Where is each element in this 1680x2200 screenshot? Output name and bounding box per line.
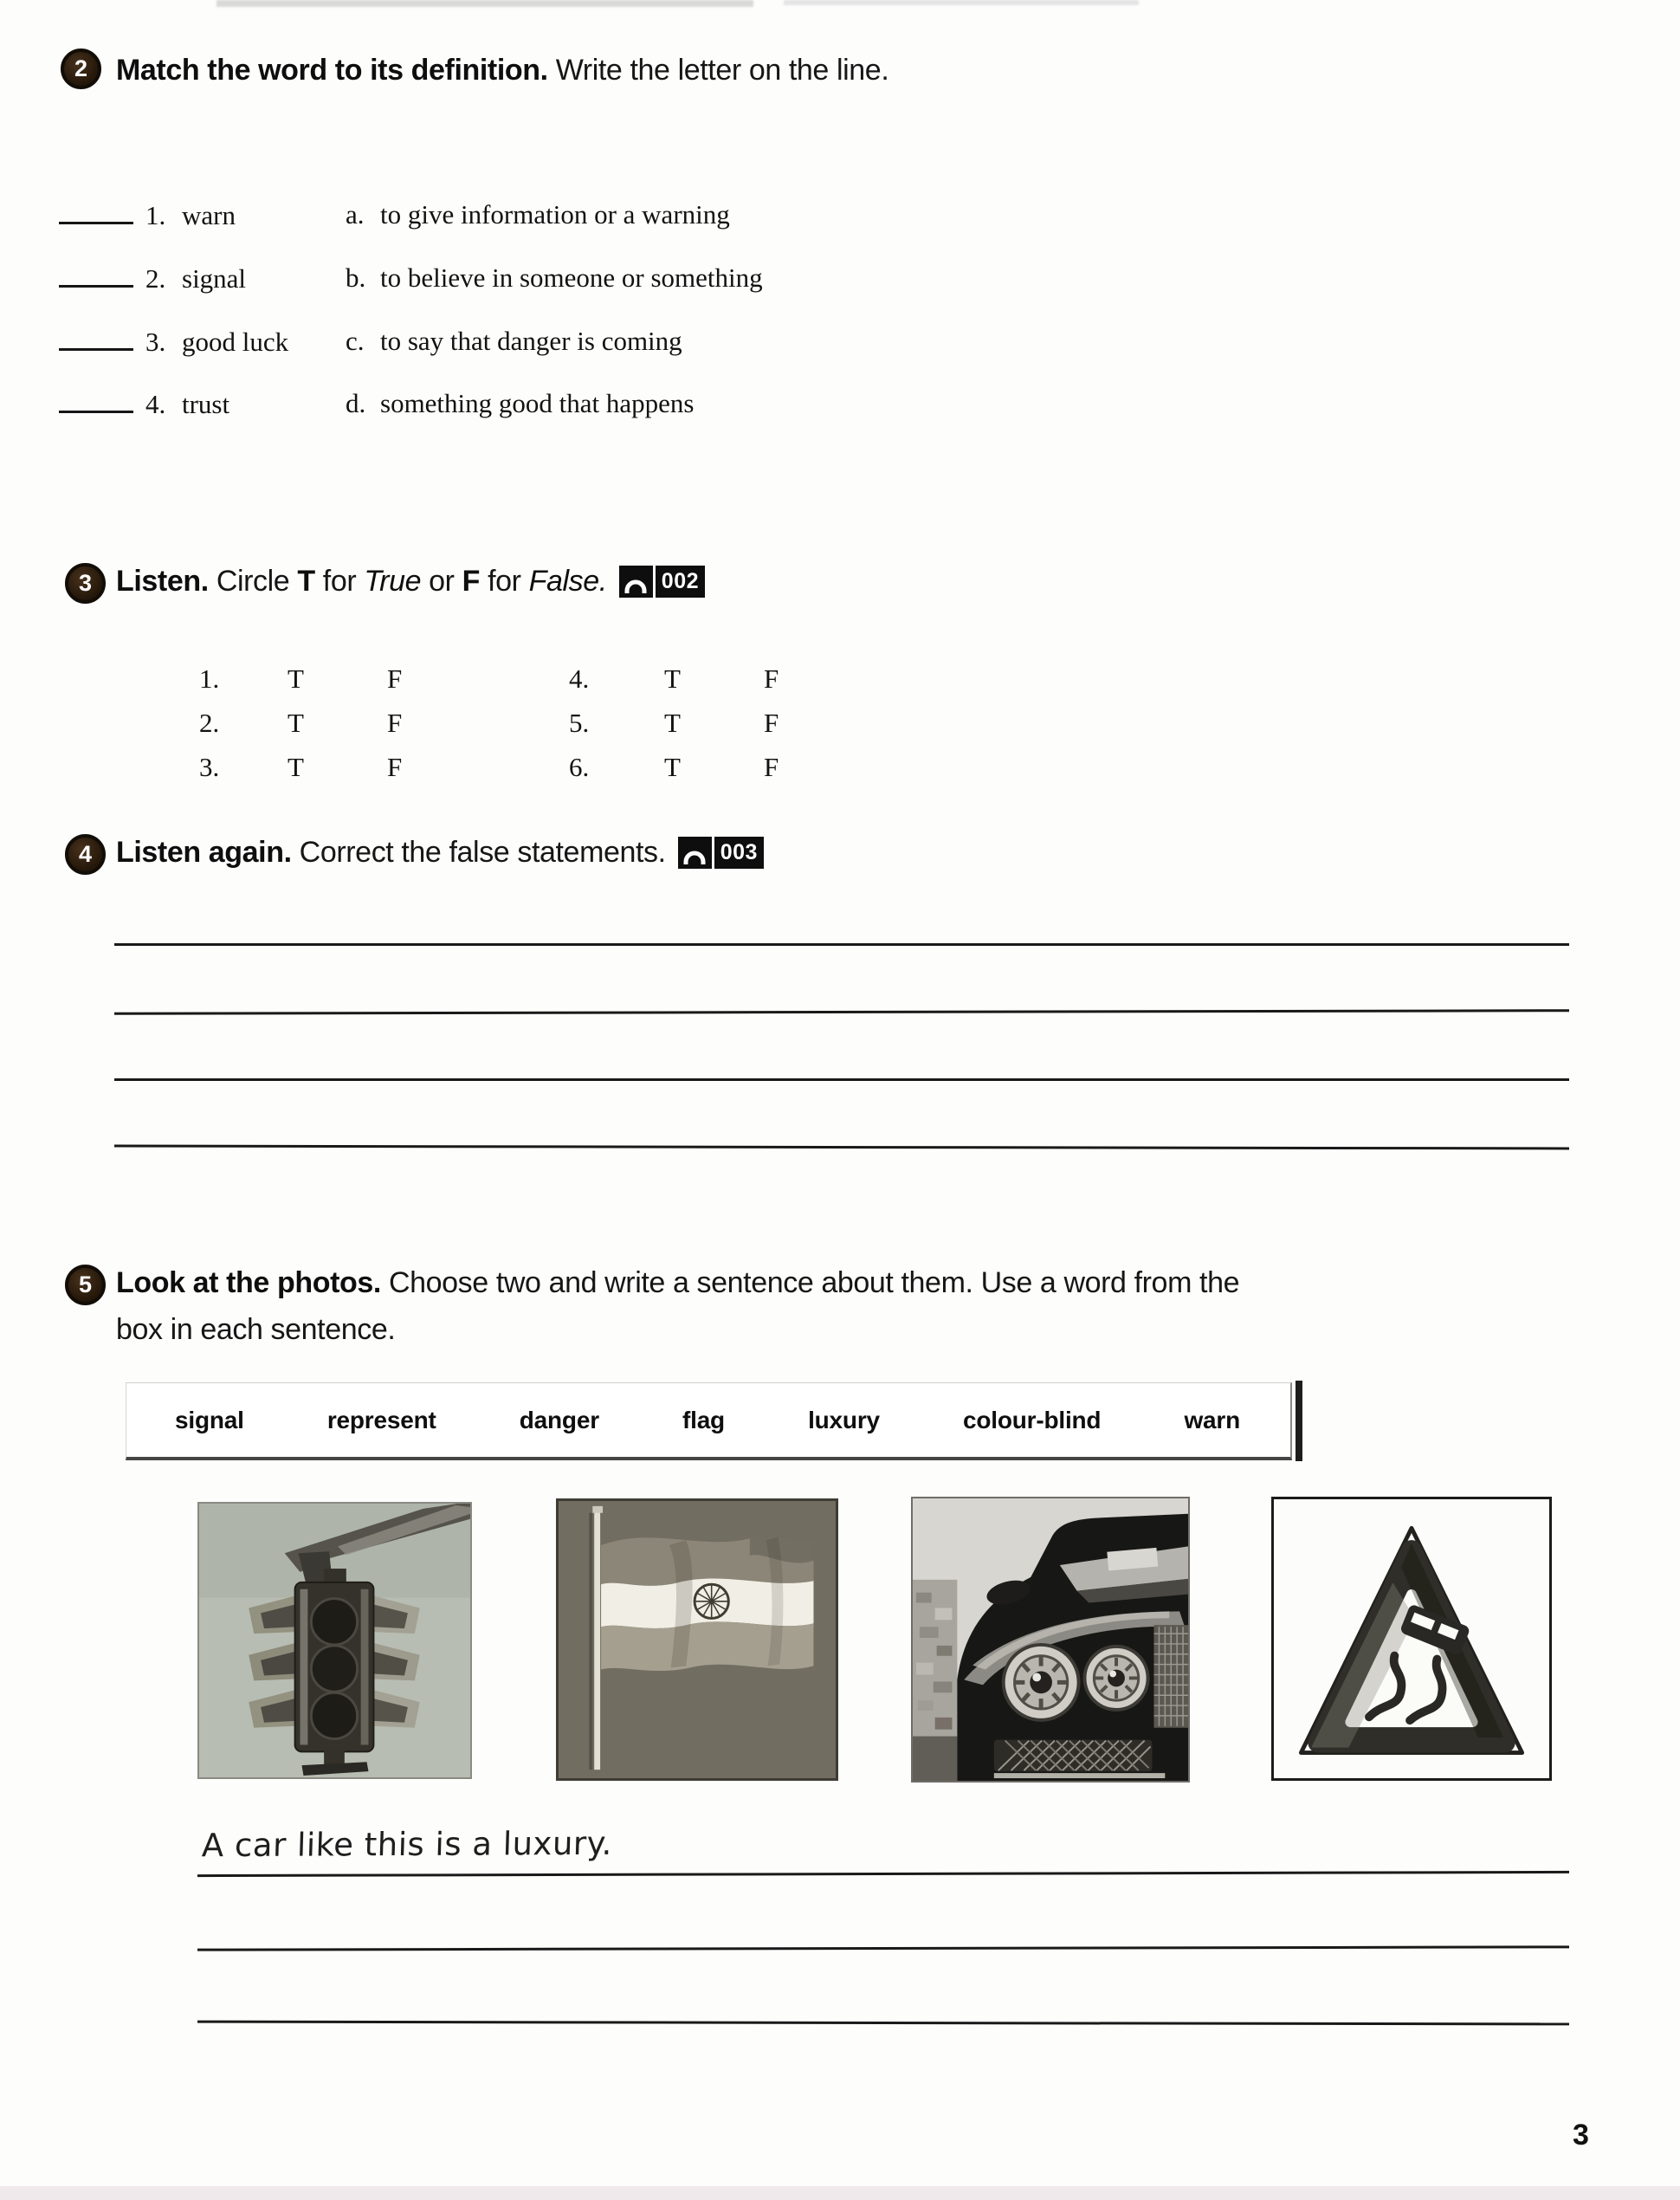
word-box-word: represent <box>326 1406 436 1433</box>
definition-row <box>346 326 682 357</box>
headphones-icon <box>619 566 653 598</box>
word-box <box>126 1382 1292 1460</box>
true-option[interactable]: T <box>664 752 681 782</box>
tf-row <box>199 752 402 783</box>
true-option[interactable]: T <box>288 663 304 694</box>
true-option[interactable]: T <box>664 663 681 694</box>
headphones-icon <box>678 837 712 869</box>
word-box-word: colour-blind <box>962 1406 1102 1433</box>
definition-row <box>346 262 763 294</box>
exercise-3-badge <box>65 563 106 604</box>
item-number: 4. <box>145 389 166 419</box>
audio-track-chip[interactable] <box>619 566 705 598</box>
tf-item-number: 2. <box>199 708 220 738</box>
item-number: 1. <box>145 200 166 230</box>
tf-item-number: 6. <box>569 752 590 782</box>
exercise-2-badge <box>61 49 101 89</box>
item-number: 3. <box>145 327 166 357</box>
tf-item-number: 5. <box>569 708 590 738</box>
writing-line[interactable] <box>114 943 1569 946</box>
item-word: warn <box>182 200 236 230</box>
word-box-shadow-edge <box>1296 1381 1302 1461</box>
exercise-3-title: Listen. Circle T for True or F for False. 002 <box>116 565 705 599</box>
writing-line[interactable] <box>114 1009 1569 1015</box>
exercise-2-number: 2 <box>74 55 88 81</box>
exercise-4-badge <box>65 834 106 875</box>
exercise-4-number: 4 <box>78 841 93 867</box>
word-box-word: flag <box>682 1406 725 1433</box>
tf-item-number: 4. <box>569 663 590 694</box>
audio-track-number: 002 <box>656 566 705 598</box>
match-row <box>59 385 229 420</box>
exercise-3-number: 3 <box>78 570 93 596</box>
writing-line[interactable] <box>114 1145 1569 1150</box>
tf-item-number: 1. <box>199 663 220 694</box>
true-option[interactable]: T <box>664 708 681 738</box>
audio-track-number: 003 <box>714 837 764 869</box>
writing-line[interactable] <box>114 1078 1569 1081</box>
word-box-word: warn <box>1184 1406 1240 1433</box>
tf-row <box>569 663 779 695</box>
definition-text: something good that happens <box>380 388 695 418</box>
writing-line[interactable] <box>197 1871 1569 1877</box>
traffic-light-photo <box>197 1502 472 1779</box>
luxury-car-photo <box>911 1497 1190 1783</box>
definition-letter: a. <box>346 199 365 230</box>
match-row <box>59 322 288 358</box>
definition-text: to give information or a warning <box>380 199 730 230</box>
answer-blank-line[interactable] <box>59 322 133 351</box>
tf-item-number: 3. <box>199 752 220 782</box>
word-box-word: luxury <box>808 1406 880 1433</box>
definition-text: to believe in someone or something <box>380 262 763 293</box>
page-top-scan-remnant <box>216 0 753 7</box>
item-word: good luck <box>182 327 289 357</box>
false-option[interactable]: F <box>764 708 779 738</box>
exercise-4-title: Listen again. Correct the false statements. 003 <box>116 836 764 870</box>
exercise-2-title-bold: Match the word to its definition. <box>116 54 548 87</box>
false-option[interactable]: F <box>387 708 403 738</box>
word-box-word: danger <box>519 1406 599 1433</box>
exercise-5-title-line2: box in each sentence. <box>116 1313 396 1346</box>
exercise-5-badge <box>65 1265 106 1305</box>
item-word: trust <box>182 389 230 419</box>
definition-letter: d. <box>346 388 366 418</box>
true-option[interactable]: T <box>288 752 304 782</box>
tf-row <box>569 752 779 783</box>
false-option[interactable]: F <box>764 752 779 782</box>
indian-flag-photo <box>556 1498 838 1781</box>
exercise-5-title: Look at the photos. Choose two and write a sentence about them. Use a word from the <box>116 1266 1240 1299</box>
exercise-5-number: 5 <box>78 1271 93 1297</box>
match-row <box>59 259 246 294</box>
page-top-scan-remnant <box>784 0 1139 5</box>
definition-row <box>346 199 730 230</box>
match-row <box>59 196 236 231</box>
word-box-word: signal <box>175 1406 244 1433</box>
item-number: 2. <box>145 263 166 294</box>
definition-letter: b. <box>346 262 366 293</box>
answer-blank-line[interactable] <box>59 385 133 413</box>
answer-blank-line[interactable] <box>59 259 133 288</box>
definition-text: to say that danger is coming <box>380 326 682 356</box>
example-sentence: A car like this is a luxury. <box>201 1824 613 1865</box>
false-option[interactable]: F <box>387 752 403 782</box>
writing-line[interactable] <box>197 2021 1569 2026</box>
answer-blank-line[interactable] <box>59 196 133 224</box>
false-option[interactable]: F <box>764 663 779 694</box>
page-bottom-scan-edge <box>0 2186 1680 2200</box>
writing-line[interactable] <box>197 1945 1569 1951</box>
slippery-road-sign-photo <box>1271 1497 1552 1781</box>
tf-row <box>199 663 402 695</box>
true-option[interactable]: T <box>288 708 304 738</box>
exercise-2-title-rest: Write the letter on the line. <box>555 54 889 87</box>
page-number: 3 <box>1573 2119 1589 2151</box>
audio-track-chip[interactable] <box>678 837 764 869</box>
definition-letter: c. <box>346 326 365 356</box>
definition-row <box>346 388 694 419</box>
exercise-2-title <box>116 54 888 87</box>
item-word: signal <box>182 263 247 294</box>
tf-row <box>199 708 402 739</box>
false-option[interactable]: F <box>387 663 403 694</box>
tf-row <box>569 708 779 739</box>
